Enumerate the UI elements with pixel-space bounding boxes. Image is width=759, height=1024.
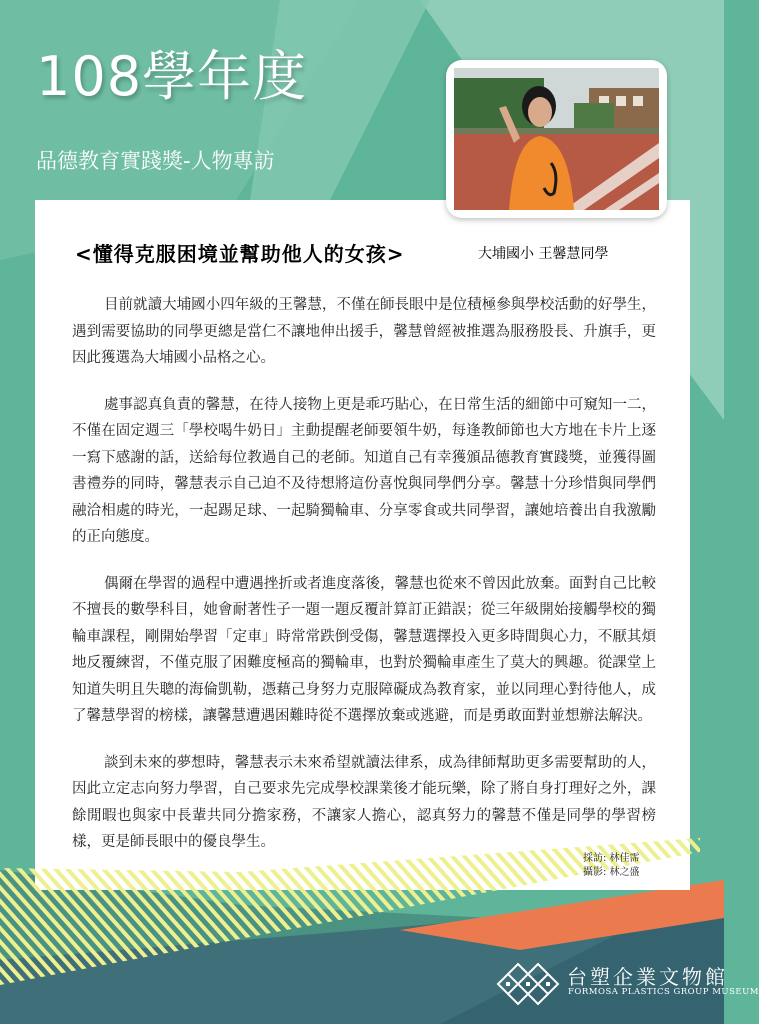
article-paragraph: 偶爾在學習的過程中遭遇挫折或者進度落後，馨慧也從來不曾因此放棄。面對自己比較不擅長的數學科目，她會耐著性子一題一題反覆計算訂正錯誤；從三年級開始接觸學校的獨輪車課程，剛開始學習「定車」時常常跌倒受傷，馨慧選擇投入更多時間與心力，不厭其煩地反覆練習，不僅克服了困難度極高的獨輪車，也對於獨輪車產生了莫大的興趣。從課堂上知道失明且失聰的海倫凱勒，憑藉己身努力克服障礙成為教育家，並以同理心對待他人，成了馨慧學習的榜樣，讓馨慧遭遇困難時從不選擇放棄或逃避，而是勇敢面對並想辦法解決。 bbox=[72, 575, 656, 724]
museum-name-english: FORMOSA PLASTICS GROUP MUSEUM bbox=[568, 987, 759, 997]
portrait-photo-frame bbox=[446, 60, 667, 218]
year-title: 108學年度 bbox=[36, 45, 308, 108]
article-byline: 大埔國小 王馨慧同學 bbox=[478, 246, 609, 262]
page-subtitle: 品德教育實踐獎-人物專訪 bbox=[36, 149, 275, 173]
portrait-photo bbox=[454, 68, 659, 210]
credits bbox=[583, 852, 640, 880]
photo-credit: 攝影: 林之盛 bbox=[583, 867, 640, 878]
article-paragraph: 目前就讀大埔國小四年級的王馨慧，不僅在師長眼中是位積極參與學校活動的好學生，遇到需要協助的同學更總是當仁不讓地伸出援手，馨慧曾經被推選為服務股長、升旗手，更因此獲選為大埔國小品格之心。 bbox=[72, 297, 656, 366]
article-paragraph: 談到未來的夢想時，馨慧表示未來希望就讀法律系，成為律師幫助更多需要幫助的人，因此立定志向努力學習，自己要求先完成學校課業後才能玩樂，除了將自身打理好之外，課餘閒暇也與家中長輩共同分擔家務，不讓家人擔心，認真努力的馨慧不僅是同學的學習榜樣，更是師長眼中的優良學生。 bbox=[72, 754, 656, 850]
article-paragraph: 處事認真負責的馨慧，在待人接物上更是乖巧貼心，在日常生活的細節中可窺知一二，不僅在固定週三「學校喝牛奶日」主動提醒老師要領牛奶，每逢教師節也大方地在卡片上逐一寫下感謝的話，送給每位教過自己的老師。知道自己有幸獲頒品德教育實踐獎，並獲得圖書禮券的同時，馨慧表示自己迫不及待想將這份喜悅與同學們分享。馨慧十分珍惜與同學們融洽相處的時光，一起踢足球、一起騎獨輪車、分享零食或共同學習，讓她培養出自我激勵的正向態度。 bbox=[72, 396, 656, 545]
article-body bbox=[72, 292, 656, 876]
article-headline: <懂得克服困境並幫助他人的女孩> bbox=[75, 242, 405, 266]
diamond-lattice-logo-icon bbox=[496, 962, 560, 1006]
museum-name-chinese: 台塑企業文物館 bbox=[567, 965, 728, 989]
interview-credit: 採訪: 林佳霈 bbox=[583, 853, 640, 864]
